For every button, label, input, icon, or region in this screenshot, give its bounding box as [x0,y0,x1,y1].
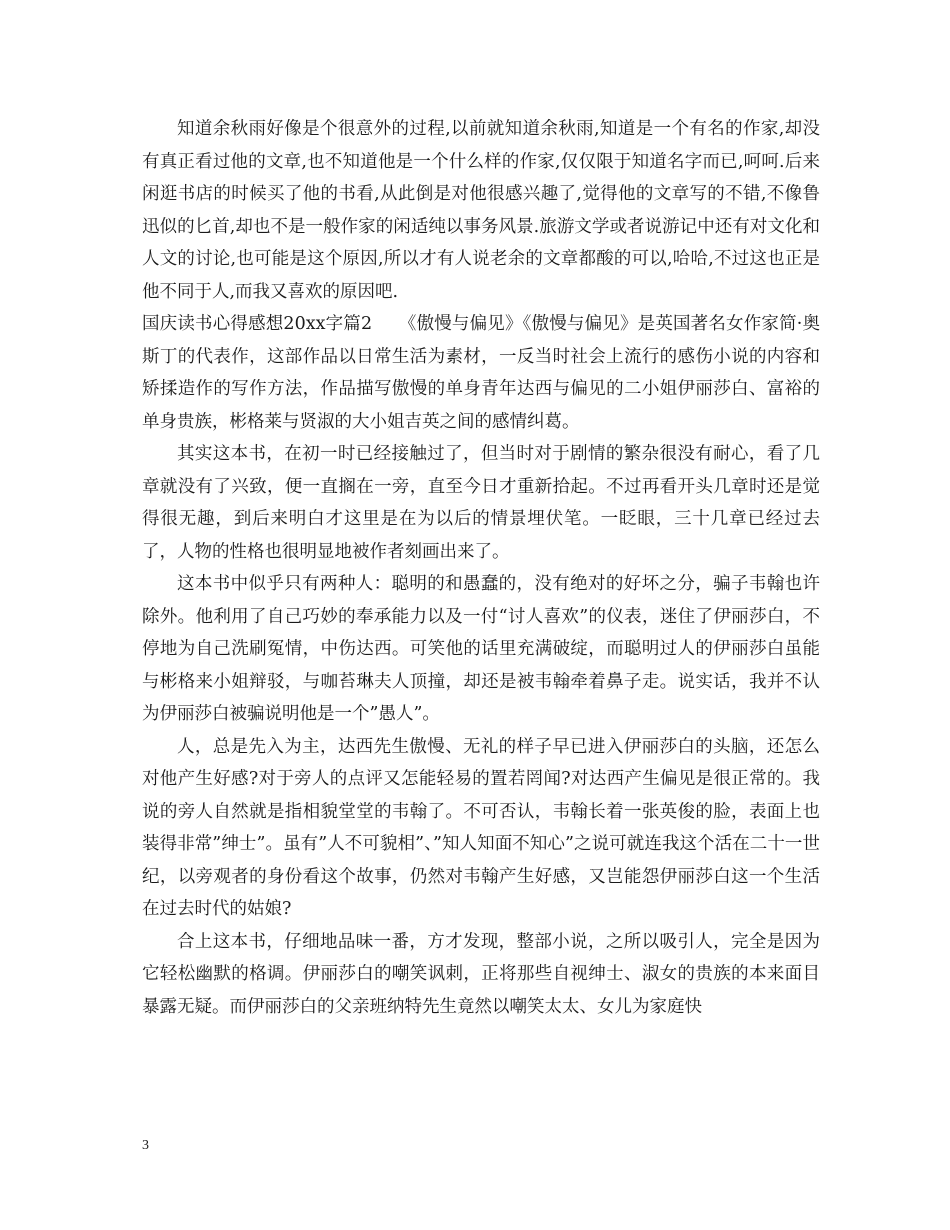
paragraph-two-kinds-of-people: 这本书中似乎只有两种人：聪明的和愚蠢的，没有绝对的好坏之分，骗子韦翰也许除外。他利用了自己巧妙的奉承能力以及一付“讨人喜欢”的仪表，迷住了伊丽莎白，不停地为自己洗刷冤情，中伤达西。可笑他的话里充满破绽，而聪明过人的伊丽莎白虽能与彬格来小姐辩驳，与咖苔琳夫人顶撞，却还是被韦翰牵着鼻子走。说实话，我并不认为伊丽莎白被骗说明他是一个”愚人”。 [142,574,820,724]
paragraph-section-2-intro: 国庆读书心得感想20xx字篇2 《傲慢与偏见》《傲慢与偏见》是英国著名女作家简·奥斯丁的代表作，这部作品以日常生活为素材，一反当时社会上流行的感伤小说的内容和矫揉造作的写作方法，作品描写傲慢的单身青年达西与偏见的二小姐伊丽莎白、富裕的单身贵族，彬格莱与贤淑的大小姐吉英之间的感情纠葛。 [142,314,820,432]
document-body [142,113,820,1023]
page-number: 3 [142,1138,149,1153]
paragraph-first-impressions: 人，总是先入为主，达西先生傲慢、无礼的样子早已进入伊丽莎白的头脑，还怎么对他产生好感?对于旁人的点评又怎能轻易的置若罔闻?对达西产生偏见是很正常的。我说的旁人自然就是指相貌堂堂的韦翰了。不可否认，韦翰长着一张英俊的脸，表面上也装得非常”绅士”。虽有”人不可貌相”、”知人知面不知心”之说可就连我这个活在二十一世纪，以旁观者的身份看这个故事，仍然对韦翰产生好感，又岂能怨伊丽莎白这一个生活在过去时代的姑娘? [142,736,820,919]
paragraph-first-reading: 其实这本书，在初一时已经接触过了，但当时对于剧情的繁杂很没有耐心，看了几章就没有了兴致，便一直搁在一旁，直至今日才重新拾起。不过再看开头几章时还是觉得很无趣，到后来明白才这里是在为以后的情景埋伏笔。一眨眼，三十几章已经过去了，人物的性格也很明显地被作者刻画出来了。 [142,444,820,562]
paragraph-humor: 合上这本书，仔细地品味一番，方才发现，整部小说，之所以吸引人，完全是因为它轻松幽默的格调。伊丽莎白的嘲笑讽刺，正将那些自视绅士、淑女的贵族的本来面目暴露无疑。而伊丽莎白的父亲班纳特先生竟然以嘲笑太太、女儿为家庭快 [142,931,820,1017]
paragraph-yu-qiuyu: 知道余秋雨好像是个很意外的过程,以前就知道余秋雨,知道是一个有名的作家,却没有真正看过他的文章,也不知道他是一个什么样的作家,仅仅限于知道名字而已,呵呵.后来闲逛书店的时候买了他的书看,从此倒是对他很感兴趣了,觉得他的文章写的不错,不像鲁迅似的匕首,却也不是一般作家的闲适纯以事务风景.旅游文学或者说游记中还有对文化和人文的讨论,也可能是这个原因,所以才有人说老余的文章都酸的可以,哈哈,不过这也正是他不同于人,而我又喜欢的原因吧. [142,119,820,302]
